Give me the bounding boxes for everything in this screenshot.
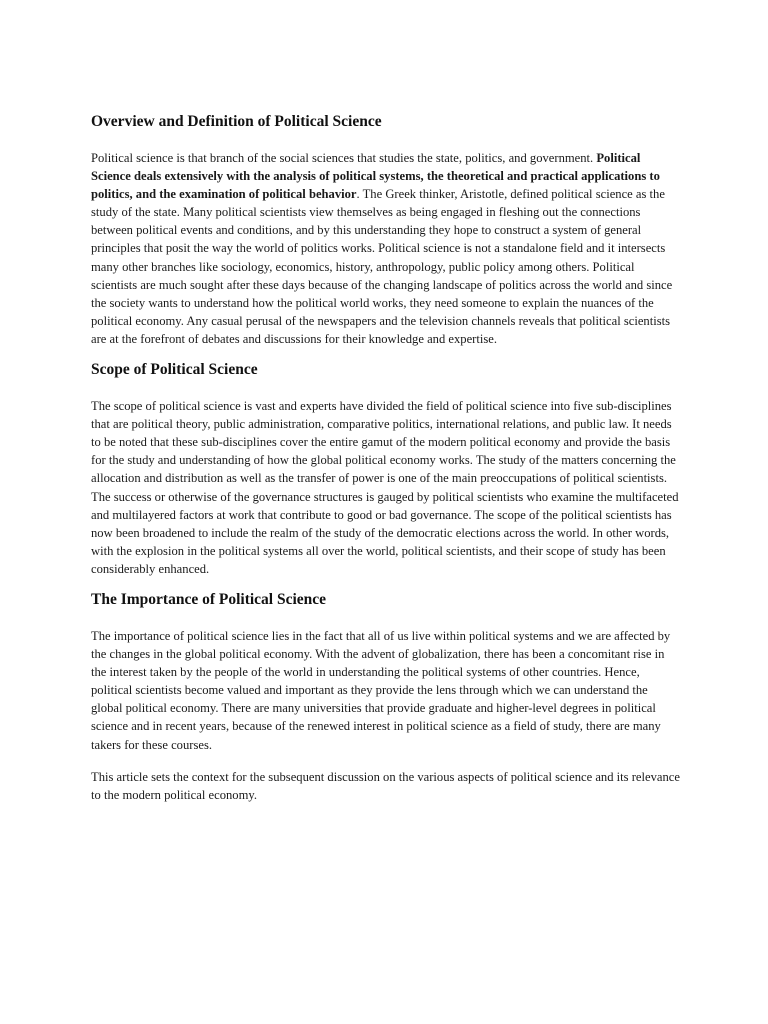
section-paragraph: The scope of political science is vast and experts have divided the field of political science into five sub-disciplines that are political theory, public administration, comparative politics, international relations, and public law. It needs to be noted that these sub-disciplines cover the entire gamut of the modern political economy and provide the basis for the study and understanding of how the global political economy works. The study of the matters concerning the allocation and distribution as well as the transfer of power is one of the main preoccupations of political scientists. The success or otherwise of the governance structures is gauged by political scientists who examine the multifaceted and multilayered factors at work that contribute to good or bad governance. The scope of the political scientists has now been broadened to include the realm of the study of the democratic elections across the world. In other words, with the explosion in the political systems all over the world, political scientists, and their scope of study has been considerably enhanced. xyxy=(91,399,679,576)
section-scope xyxy=(91,360,681,578)
section-paragraph: The importance of political science lies in the fact that all of us live within political systems and we are affected by the changes in the global political economy. With the advent of globalization, there has been a concomitant rise in the interest taken by the people of the world in understanding the political systems of other countries. Hence, political scientists become valued and important as they provide the lens through which we can understand the global political economy. There are many universities that provide graduate and higher-level degrees in political science and in recent years, because of the renewed interest in political science as a field of study, there are many takers for these courses. xyxy=(91,628,671,752)
section-heading: Scope of Political Science xyxy=(91,361,258,379)
section-heading: The Importance of Political Science xyxy=(91,590,327,608)
paragraph-bold-text: Political Science deals extensively with the analysis of political systems, the theoretical and practical applications to politics, and the examination of political behavior xyxy=(91,151,660,202)
paragraph-rest-text: . The Greek thinker, Aristotle, defined political science as the study of the state. Many political scientists view themselves as being engaged in fleshing out the connections between political events and conditions, and by this understanding they hope to construct a system of general principles that posit the way the world of politics works. Political science is not a standalone field and it intersects many other branches like sociology, economics, history, anthropology, public policy among others. Political scientists are much sought after these days because of the changing landscape of politics across the world and since the society wants to understand how the political world works, they need someone to explain the nuances of the political economy. Any casual perusal of the newspapers and the television channels reveals that political scientists are at the forefront of debates and discussions for their knowledge and expertise. xyxy=(91,187,673,346)
section-paragraph xyxy=(91,149,681,348)
section-overview xyxy=(91,112,681,348)
section-importance xyxy=(91,590,681,804)
paragraph-intro-text: Political science is that branch of the social sciences that studies the state, politics, and government. xyxy=(91,151,597,165)
section-heading: Overview and Definition of Political Science xyxy=(91,113,382,130)
closing-paragraph: This article sets the context for the subsequent discussion on the various aspects of political science and its relevance to the modern political economy. xyxy=(91,769,680,802)
document-page xyxy=(91,112,681,816)
